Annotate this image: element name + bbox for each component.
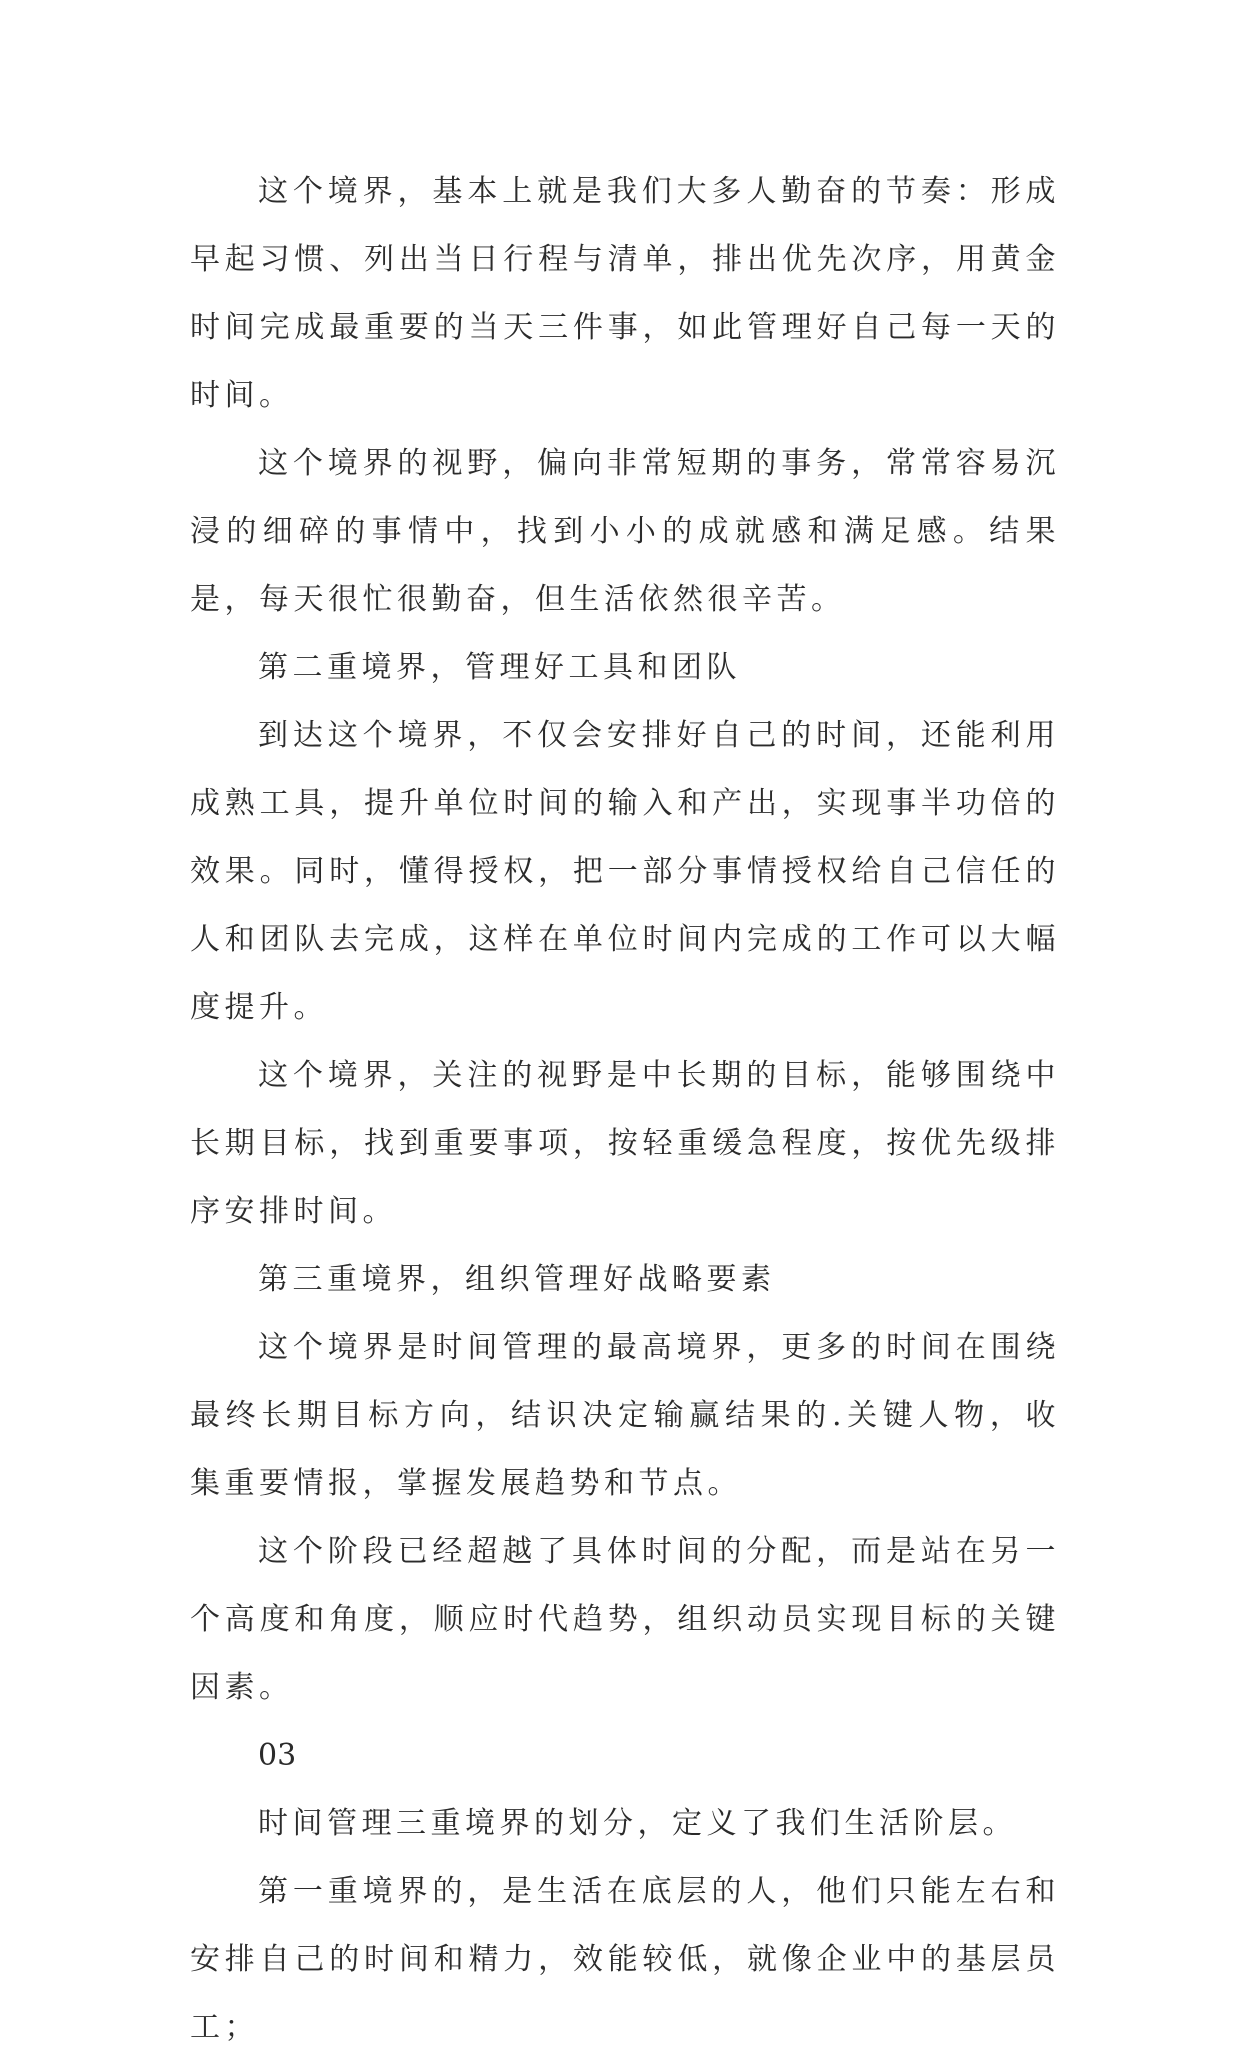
paragraph: 第一重境界的，是生活在底层的人，他们只能左右和安排自己的时间和精力，效能较低，就像企业中的基层员工； [190, 1874, 1060, 2045]
paragraph: 到达这个境界，不仅会安排好自己的时间，还能利用成熟工具，提升单位时间的输入和产出，实现事半功倍的效果。同时，懂得授权，把一部分事情授权给自己信任的人和团队去完成，这样在单位时间内完成的工作可以大幅度提升。 [190, 718, 1060, 1025]
paragraph: 这个境界的视野，偏向非常短期的事务，常常容易沉浸的细碎的事情中，找到小小的成就感和满足感。结果是，每天很忙很勤奋，但生活依然很辛苦。 [190, 446, 1060, 617]
section-number: 03 [258, 1738, 297, 1773]
paragraph: 这个境界，基本上就是我们大多人勤奋的节奏：形成早起习惯、列出当日行程与清单，排出优先次序，用黄金时间完成最重要的当天三件事，如此管理好自己每一天的时间。 [190, 174, 1060, 413]
section-heading: 第二重境界，管理好工具和团队 [258, 650, 741, 685]
paragraph: 这个境界是时间管理的最高境界，更多的时间在围绕最终长期目标方向，结识决定输赢结果的.关键人物，收集重要情报，掌握发展趋势和节点。 [190, 1330, 1060, 1501]
section-heading: 第三重境界，组织管理好战略要素 [258, 1262, 776, 1297]
document-body [190, 158, 1060, 2062]
paragraph: 时间管理三重境界的划分，定义了我们生活阶层。 [258, 1806, 1017, 1841]
paragraph: 这个阶段已经超越了具体时间的分配，而是站在另一个高度和角度，顺应时代趋势，组织动员实现目标的关键因素。 [190, 1534, 1060, 1705]
paragraph: 这个境界，关注的视野是中长期的目标，能够围绕中长期目标，找到重要事项，按轻重缓急程度，按优先级排序安排时间。 [190, 1058, 1060, 1229]
